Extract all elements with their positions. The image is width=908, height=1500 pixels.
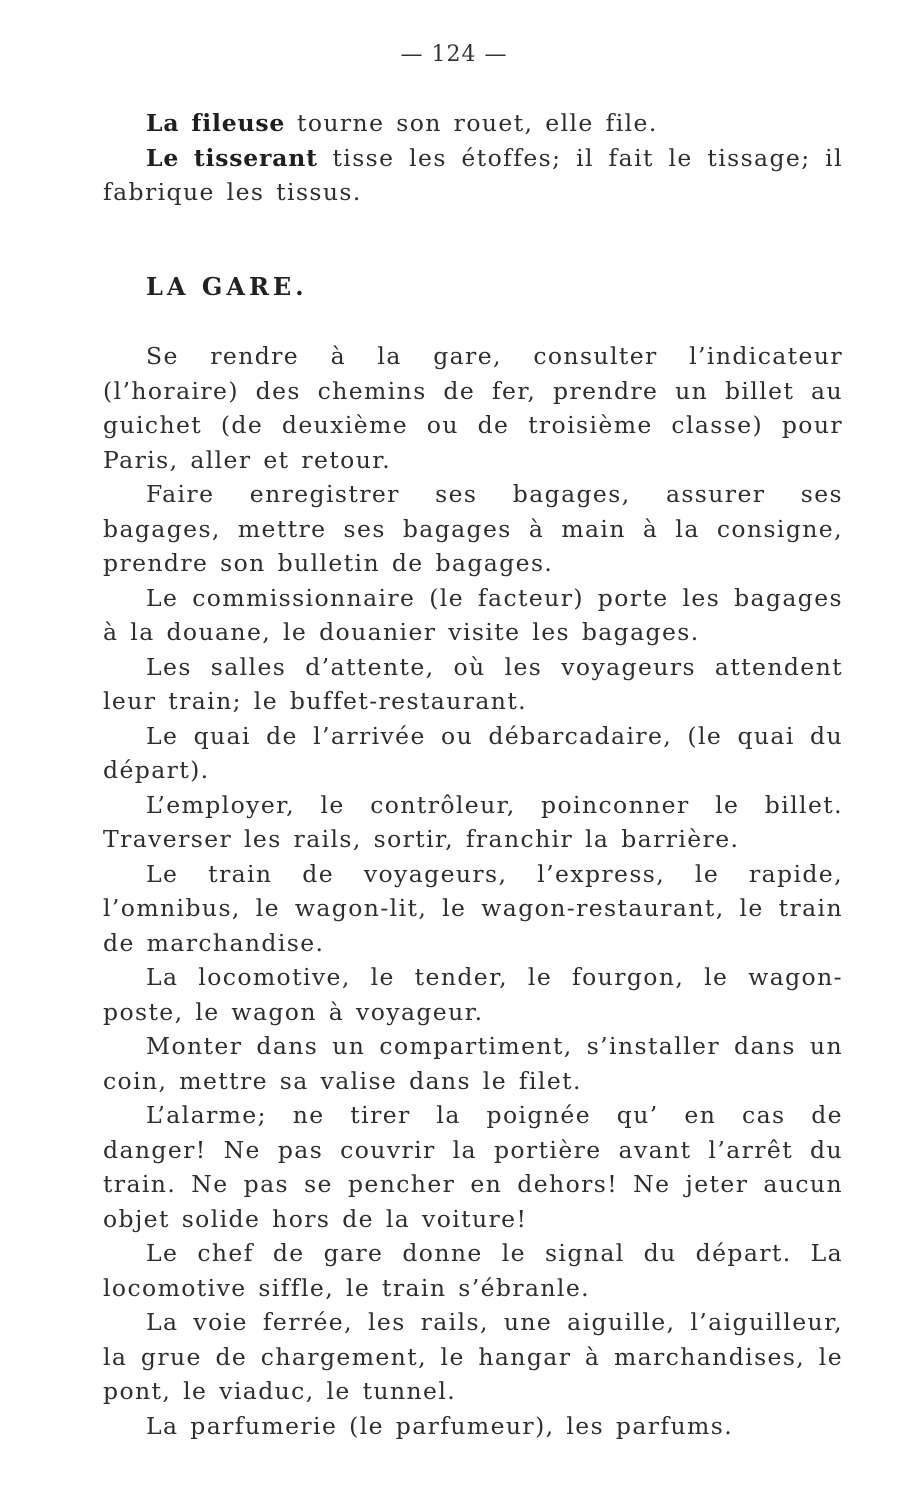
definition: tisse les étoffes; il fait le tissage; il fabrique les tissus. xyxy=(103,143,844,206)
paragraph: Le commissionnaire (le facteur) porte les bagages à la douane, le douanier visite les bagages. xyxy=(103,583,843,646)
paragraph: Faire enregistrer ses bagages, assurer ses bagages, mettre ses bagages à main à la consigne, prendre son bulletin de bagages. xyxy=(103,480,843,577)
page-number: — 124 — xyxy=(400,42,508,67)
paragraph: La voie ferrée, les rails, une aiguille, l’aiguilleur, la grue de chargement, le hangar à marchandises, le pont, le viaduc, le tunnel. xyxy=(103,1308,843,1405)
section-body xyxy=(103,339,843,1443)
paragraph: Les salles d’attente, où les voyageurs attendent leur train; le buffet-restaurant. xyxy=(103,652,843,715)
paragraph xyxy=(103,141,843,210)
term: Le tisserant xyxy=(146,143,318,172)
paragraph: Le chef de gare donne le signal du départ. La locomotive siffle, le train s’ébranle. xyxy=(103,1239,843,1302)
definition: tourne son rouet, elle file. xyxy=(285,109,658,137)
paragraph: L’employer, le contrôleur, poinconner le billet. Traverser les rails, sortir, franchir la barrière. xyxy=(103,790,843,853)
paragraph xyxy=(103,106,843,141)
paragraph: La locomotive, le tender, le fourgon, le wagon-poste, le wagon à voyageur. xyxy=(103,963,843,1026)
paragraph: La parfumerie (le parfumeur), les parfums. xyxy=(146,1411,734,1440)
paragraph: Monter dans un compartiment, s’installer dans un coin, mettre sa valise dans le filet. xyxy=(103,1032,843,1095)
paragraph: Se rendre à la gare, consulter l’indicateur (l’horaire) des chemins de fer, prendre un billet au guichet (de deuxième ou de troisième classe) pour Paris, aller et retour. xyxy=(103,342,843,474)
paragraph: Le quai de l’arrivée ou débarcadaire, (le quai du départ). xyxy=(103,721,843,784)
paragraph: Le train de voyageurs, l’express, le rapide, l’omnibus, le wagon-lit, le wagon-restaurant, le train de marchandise. xyxy=(103,859,843,957)
term: La fileuse xyxy=(146,109,286,137)
paragraph: L’alarme; ne tirer la poignée qu’ en cas de danger! Ne pas couvrir la portière avant l’arrêt du train. Ne pas se pencher en dehors! Ne jeter aucun objet solide hors de la voiture! xyxy=(103,1101,843,1233)
intro-block xyxy=(103,106,843,210)
section-heading: LA GARE. xyxy=(146,272,308,301)
